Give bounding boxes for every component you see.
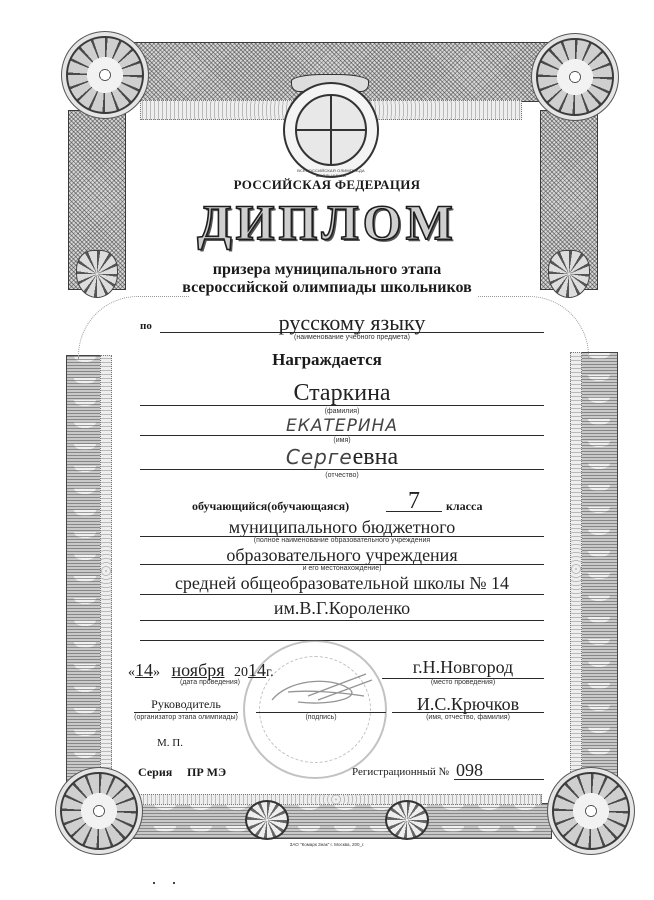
diploma-subtitle-line2: всероссийской олимпиады школьников — [182, 279, 472, 296]
date-year-prefix: 20 — [234, 665, 249, 680]
registration-number: 098 — [456, 760, 483, 780]
grade-prefix: обучающийся(обучающаяся) — [192, 499, 350, 513]
subject-caption: (наименование учебного предмета) — [294, 334, 410, 341]
school-line1: муниципального бюджетного — [228, 517, 456, 537]
surname-line — [140, 405, 544, 406]
registration-label: Регистрационный № — [352, 766, 450, 778]
recipient-name: ЕКАТЕРИНА — [286, 416, 398, 436]
patronymic-printed: евна — [352, 444, 399, 470]
date-year-unit: г. — [266, 665, 274, 680]
frame-bottom-scroll-left — [245, 800, 289, 840]
date-close-quote: » — [153, 665, 160, 680]
school-line4: им.В.Г.Короленко — [273, 598, 411, 618]
emblem-caption: ВСЕРОССИЙСКАЯ ОЛИМПИАДА ШКОЛЬНИКОВ — [297, 168, 365, 178]
frame-bottom-scroll-right — [385, 800, 429, 840]
recipient-patronymic — [140, 444, 544, 471]
school-rule4 — [140, 620, 544, 621]
seal-label: М. П. — [157, 737, 183, 749]
date-year-suffix: 14 — [248, 660, 267, 680]
subject-prefix: по — [140, 320, 152, 332]
date-open-quote: « — [128, 665, 135, 680]
signatory-name: И.С.Крючков — [416, 694, 520, 714]
patronymic-line — [140, 469, 544, 470]
name-caption: (имя) — [333, 437, 351, 444]
date-month: ноября — [171, 660, 225, 680]
school-line3: средней общеобразовательной школы № 14 — [174, 573, 510, 593]
surname-caption: (фамилия) — [324, 408, 360, 415]
school-rule5 — [140, 640, 544, 641]
date-block — [128, 660, 274, 681]
diploma-title: ДИПЛОМ — [197, 194, 457, 250]
awarded-label: Награждается — [272, 350, 382, 369]
place-caption: (место проведения) — [430, 679, 496, 686]
frame-left-band-lower — [66, 355, 102, 787]
frame-bottom-dots — [130, 794, 542, 805]
signature-line — [256, 712, 386, 713]
country-name: РОССИЙСКАЯ ФЕДЕРАЦИЯ — [233, 177, 421, 192]
signatory-role: Руководитель — [151, 697, 221, 711]
series-value: ПР МЭ — [187, 765, 227, 779]
corner-rosette-bottom-left — [60, 772, 138, 850]
scan-speck — [153, 882, 155, 884]
signatory-name-caption: (имя, отчество, фамилия) — [426, 714, 510, 721]
frame-bottom-band — [110, 803, 552, 839]
recipient-surname: Старкина — [293, 380, 391, 406]
role-caption: (организатор этапа олимпиады) — [134, 714, 238, 721]
role-line — [134, 712, 238, 713]
grade-value: 7 — [408, 488, 420, 514]
date-caption: (дата проведения) — [180, 679, 240, 686]
diploma-subtitle-line1: призера муниципального этапа — [212, 261, 442, 278]
grade-suffix: класса — [446, 499, 483, 513]
corner-rosette-top-right — [536, 38, 614, 116]
corner-rosette-top-left — [66, 36, 144, 114]
subject-value: русскому языку — [278, 310, 426, 335]
olympiad-emblem — [283, 82, 379, 178]
place-value: г.Н.Новгород — [412, 657, 514, 677]
printer-note: ЗАО "Комарк Знак" г. Москва, 200_г. — [289, 842, 365, 847]
patronymic-caption: (отчество) — [325, 472, 359, 479]
signature-caption: (подпись) — [305, 714, 337, 721]
series-label: Серия — [138, 765, 173, 779]
date-day: 14 — [135, 660, 153, 680]
school-caption1: (полное наименование образовательного учреждения — [253, 537, 431, 544]
school-caption2: и его местонахождение) — [302, 565, 382, 572]
school-line2: образовательного учреждения — [226, 545, 458, 565]
corner-rosette-bottom-right — [552, 772, 630, 850]
frame-right-band-lower — [580, 352, 618, 786]
signature-scribble — [268, 672, 378, 708]
frame-right-dots — [570, 352, 582, 786]
scan-speck — [173, 882, 175, 884]
frame-left-dots — [100, 355, 112, 787]
school-rule3 — [140, 594, 544, 595]
name-line — [140, 435, 544, 436]
patronymic-handwritten: Серге — [285, 445, 353, 469]
